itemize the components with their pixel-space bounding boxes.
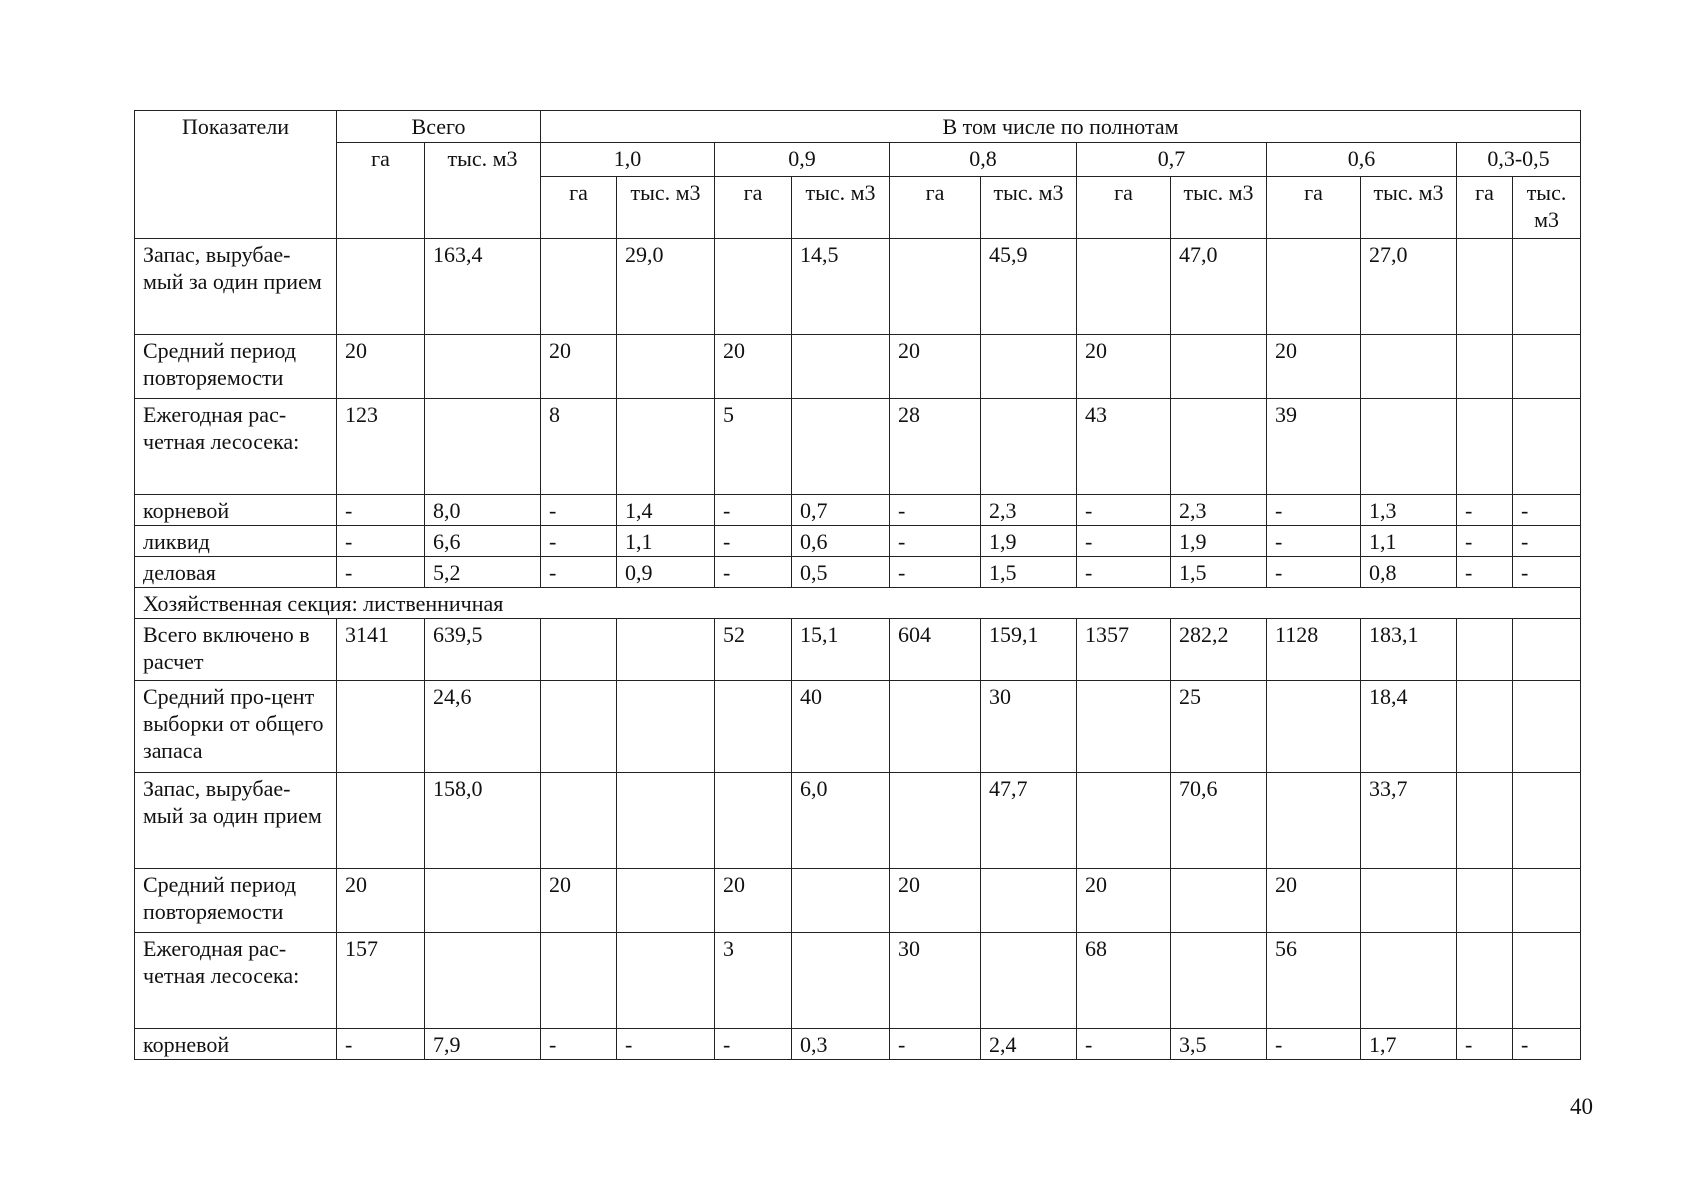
row-label: Средний период повторяемости [135,869,337,933]
table-cell: 183,1 [1361,619,1457,681]
table-cell: 20 [715,335,792,399]
table-cell: 24,6 [425,681,541,773]
row-label: деловая [135,557,337,588]
table-cell: 33,7 [1361,773,1457,869]
table-cell [1457,869,1513,933]
table-cell: 20 [337,869,425,933]
subheader-thousand-m3: тыс. м3 [981,177,1077,239]
table-cell [1361,399,1457,495]
table-cell [792,399,890,495]
table-cell [425,869,541,933]
header-total: Всего [337,111,541,143]
table-cell [541,619,617,681]
subheader-thousand-m3: тыс. м3 [1513,177,1581,239]
table-cell: 20 [715,869,792,933]
subheader-thousand-m3: тыс. м3 [617,177,715,239]
subheader-ha: га [1077,177,1171,239]
table-cell [792,869,890,933]
table-cell [715,773,792,869]
table-cell: 20 [541,335,617,399]
table-cell [1513,335,1581,399]
table-cell [1513,619,1581,681]
table-cell: 1,9 [981,526,1077,557]
header-total-thousand-m3: тыс. м3 [425,143,541,239]
table-cell: 40 [792,681,890,773]
table-row [135,619,1581,681]
table-cell: 1,7 [1361,1029,1457,1060]
table-cell [981,933,1077,1029]
subheader-thousand-m3: тыс. м3 [792,177,890,239]
table-cell: - [1513,526,1581,557]
table-cell [1077,239,1171,335]
table-cell [981,335,1077,399]
table-cell: 27,0 [1361,239,1457,335]
table-cell: - [715,495,792,526]
table-cell: 20 [1077,869,1171,933]
page-number: 40 [1570,1094,1593,1119]
table-cell: - [1077,557,1171,588]
table-row [135,869,1581,933]
subheader-ha: га [541,177,617,239]
row-label: Средний период повторяемости [135,335,337,399]
table-cell [617,933,715,1029]
table-cell: 123 [337,399,425,495]
table-cell: - [890,495,981,526]
table-cell: 157 [337,933,425,1029]
table-cell [1513,933,1581,1029]
table-cell: 8,0 [425,495,541,526]
table-cell: - [541,557,617,588]
table-cell: 8 [541,399,617,495]
table-cell: 2,3 [1171,495,1267,526]
header-density-0-8: 0,8 [890,143,1077,177]
table-cell: 0,3 [792,1029,890,1060]
table-cell: 52 [715,619,792,681]
table-cell: 47,7 [981,773,1077,869]
subheader-thousand-m3: тыс. м3 [1171,177,1267,239]
table-cell [1171,399,1267,495]
table-cell [1457,399,1513,495]
header-total-ha: га [337,143,425,239]
table-cell [981,399,1077,495]
table-cell: 20 [1267,335,1361,399]
table-cell: 1128 [1267,619,1361,681]
table-cell [1171,869,1267,933]
table-cell: 163,4 [425,239,541,335]
row-label: Ежегодная рас-четная лесосека: [135,933,337,1029]
table-cell [617,619,715,681]
table-cell: - [337,557,425,588]
table-cell: 282,2 [1171,619,1267,681]
table-cell: - [715,1029,792,1060]
table-cell: 5 [715,399,792,495]
table-cell [1457,773,1513,869]
table-cell: - [1267,495,1361,526]
table-cell: 45,9 [981,239,1077,335]
table-cell: 0,6 [792,526,890,557]
table-cell [337,773,425,869]
table-cell: 604 [890,619,981,681]
table-cell: 30 [981,681,1077,773]
table-cell: - [1267,526,1361,557]
table-cell: - [1457,495,1513,526]
table-cell: - [1077,1029,1171,1060]
table-row [135,239,1581,335]
table-cell: 43 [1077,399,1171,495]
table-cell [425,399,541,495]
table-cell: 0,5 [792,557,890,588]
table-cell [890,681,981,773]
table-cell [792,335,890,399]
table-cell [715,239,792,335]
table-cell: 3,5 [1171,1029,1267,1060]
table-cell [1513,773,1581,869]
table-cell [890,773,981,869]
table-cell [1513,399,1581,495]
table-cell [1457,681,1513,773]
table-cell: - [715,557,792,588]
table-cell: - [1077,526,1171,557]
table-cell [1267,239,1361,335]
table-cell: - [1457,557,1513,588]
table-cell: 639,5 [425,619,541,681]
table-cell: - [337,495,425,526]
table-cell [1267,773,1361,869]
table-cell [1513,869,1581,933]
table-header [135,111,1581,239]
table-cell: 1,5 [981,557,1077,588]
table-cell [1457,933,1513,1029]
row-label: корневой [135,495,337,526]
table-cell: - [1457,526,1513,557]
table-cell: - [337,1029,425,1060]
table-cell: - [1267,1029,1361,1060]
table-cell: 6,0 [792,773,890,869]
row-label: Средний про-цент выборки от общего запаса [135,681,337,773]
subheader-ha: га [1267,177,1361,239]
table-cell: - [1457,1029,1513,1060]
table-cell: 1,1 [617,526,715,557]
table-cell: 1,1 [1361,526,1457,557]
table-cell [617,335,715,399]
table-cell: 28 [890,399,981,495]
table-row [135,335,1581,399]
table-cell: 5,2 [425,557,541,588]
table-cell: 39 [1267,399,1361,495]
table-cell: 3141 [337,619,425,681]
table-cell: - [890,557,981,588]
table-cell: 0,9 [617,557,715,588]
table-cell: - [617,1029,715,1060]
table-cell: - [541,1029,617,1060]
section-row [135,588,1581,619]
table-cell: 68 [1077,933,1171,1029]
table-cell: 159,1 [981,619,1077,681]
table-cell [1513,239,1581,335]
row-label: корневой [135,1029,337,1060]
table-cell [1267,681,1361,773]
table-cell [1171,933,1267,1029]
subheader-thousand-m3: тыс. м3 [1361,177,1457,239]
table-cell: 158,0 [425,773,541,869]
table-cell: 1,3 [1361,495,1457,526]
table-row [135,681,1581,773]
table-cell [617,869,715,933]
table-row [135,399,1581,495]
table-cell [1513,681,1581,773]
table-cell: 1357 [1077,619,1171,681]
table-cell [617,773,715,869]
header-density-0-6: 0,6 [1267,143,1457,177]
table-cell: - [1513,495,1581,526]
table-cell [1457,335,1513,399]
table-cell: 70,6 [1171,773,1267,869]
table-cell [425,933,541,1029]
table-cell [425,335,541,399]
table-cell: 1,9 [1171,526,1267,557]
header-density-0-9: 0,9 [715,143,890,177]
header-density-0-7: 0,7 [1077,143,1267,177]
table-row [135,1029,1581,1060]
table-cell: 29,0 [617,239,715,335]
table-cell [1361,335,1457,399]
table-cell [541,681,617,773]
table-cell: - [1077,495,1171,526]
table-cell [617,399,715,495]
table-cell: - [541,495,617,526]
row-label: Всего включено в расчет [135,619,337,681]
row-label: ликвид [135,526,337,557]
table-cell [715,681,792,773]
row-label: Ежегодная рас-четная лесосека: [135,399,337,495]
table-cell [617,681,715,773]
header-indicators: Показатели [135,111,337,239]
table-row [135,495,1581,526]
table-cell [541,773,617,869]
table-cell [1171,335,1267,399]
row-label: Запас, вырубае-мый за один прием [135,239,337,335]
header-density-0-3-0-5: 0,3-0,5 [1457,143,1581,177]
table-cell: 47,0 [1171,239,1267,335]
table-cell: 7,9 [425,1029,541,1060]
table-cell: - [1513,557,1581,588]
table-cell: - [890,1029,981,1060]
table-cell: - [1513,1029,1581,1060]
table-cell: 20 [337,335,425,399]
table-cell: - [337,526,425,557]
table-cell: 15,1 [792,619,890,681]
table-cell: 2,3 [981,495,1077,526]
table-cell: 20 [1267,869,1361,933]
table-cell: - [715,526,792,557]
table-cell: - [1267,557,1361,588]
table-cell [1457,239,1513,335]
forest-harvest-table [134,110,1581,1060]
table-cell: 0,8 [1361,557,1457,588]
table-cell: 1,5 [1171,557,1267,588]
table-row [135,933,1581,1029]
table-cell [541,239,617,335]
row-label: Запас, вырубае-мый за один прием [135,773,337,869]
table-cell: - [890,526,981,557]
table-cell [337,681,425,773]
table-row [135,526,1581,557]
table-cell: 20 [541,869,617,933]
table-cell [337,239,425,335]
table-cell: 20 [890,869,981,933]
table-cell: 30 [890,933,981,1029]
table-cell: 6,6 [425,526,541,557]
table-cell: 3 [715,933,792,1029]
table-cell: 14,5 [792,239,890,335]
table-cell: - [541,526,617,557]
table-cell: 25 [1171,681,1267,773]
header-by-density: В том числе по полнотам [541,111,1581,143]
table-cell [1077,681,1171,773]
table-cell: 2,4 [981,1029,1077,1060]
section-title: Хозяйственная секция: лиственничная [135,588,1581,619]
table-cell: 20 [890,335,981,399]
header-density-1-0: 1,0 [541,143,715,177]
table-cell [981,869,1077,933]
table-cell: 20 [1077,335,1171,399]
table-cell: 18,4 [1361,681,1457,773]
table-cell [792,933,890,1029]
table-cell [890,239,981,335]
table-row [135,557,1581,588]
table-cell: 56 [1267,933,1361,1029]
subheader-ha: га [1457,177,1513,239]
subheader-ha: га [890,177,981,239]
table-body [135,239,1581,1060]
table-cell [1457,619,1513,681]
subheader-ha: га [715,177,792,239]
table-cell [541,933,617,1029]
table-cell [1361,869,1457,933]
table-cell [1361,933,1457,1029]
table-row [135,773,1581,869]
table-cell [1077,773,1171,869]
table-cell: 1,4 [617,495,715,526]
table-cell: 0,7 [792,495,890,526]
